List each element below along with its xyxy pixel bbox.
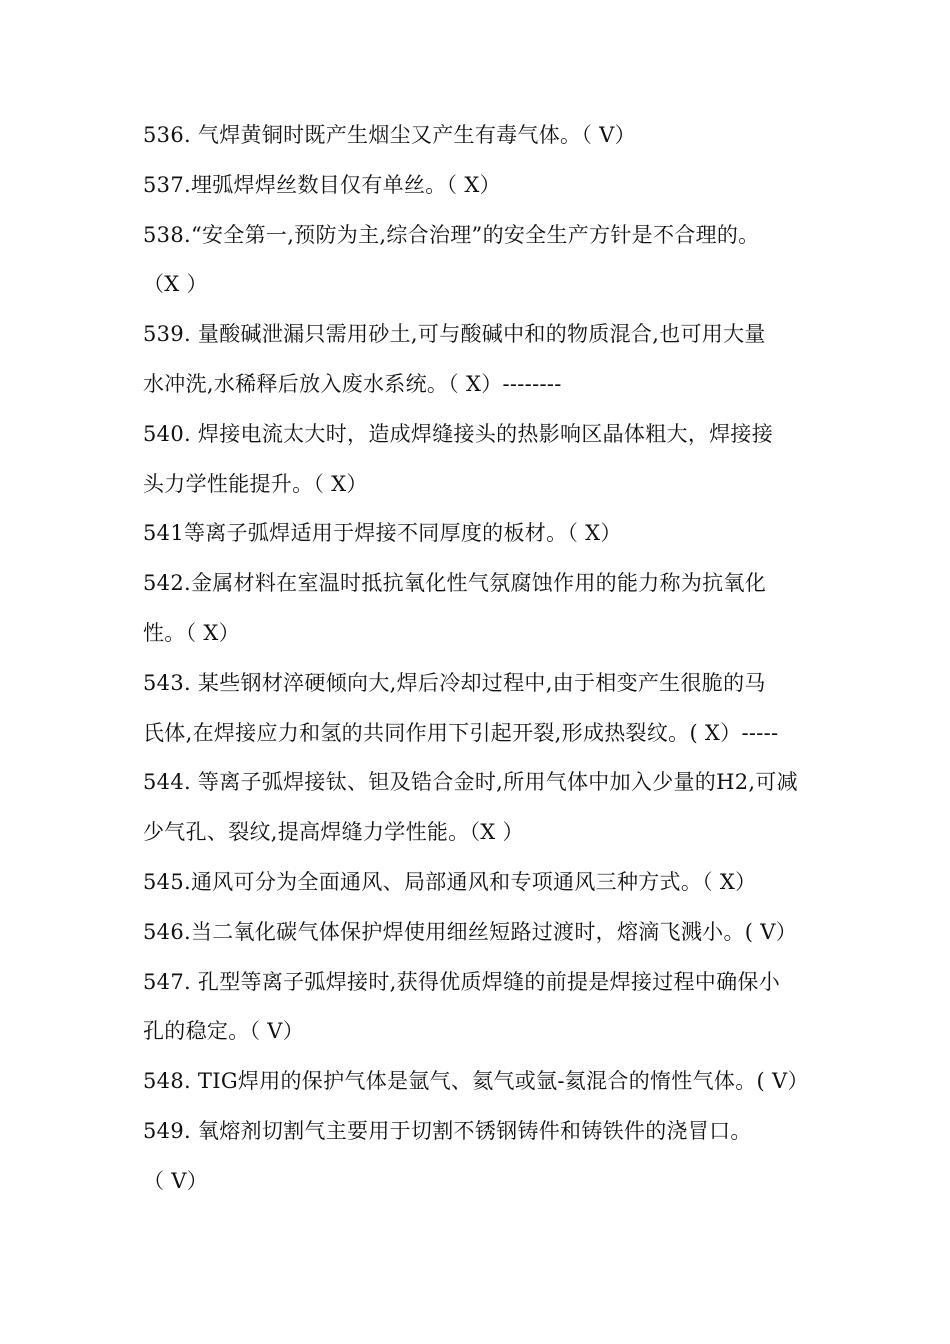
text-line: 水冲洗,水稀释后放入废水系统。（ X）--------: [143, 371, 562, 396]
text-line: 539. 量酸碱泄漏只需用砂土,可与酸碱中和的物质混合,也可用大量: [143, 322, 766, 347]
text-line: 546.当二氧化碳气体保护焊使用细丝短路过渡时，熔滴飞溅小。( V）: [143, 919, 797, 944]
text-line: 537.埋弧焊焊丝数目仅有单丝。（ X）: [143, 172, 501, 197]
question-list: [143, 111, 813, 1207]
text-line: 548. TIG焊用的保护气体是氩气、氦气或氩-氦混合的惰性气体。( V）: [143, 1069, 809, 1094]
text-line: （ V）: [143, 1168, 209, 1193]
text-line: 少气孔、裂纹,提高焊缝力学性能。（X ）: [143, 820, 524, 845]
text-line: 头力学性能提升。（ X）: [143, 471, 368, 496]
text-line: 氏体,在焊接应力和氢的共同作用下引起开裂,形成热裂纹。( X）-----: [143, 720, 779, 745]
text-line: 544. 等离子弧焊接钛、钽及锆合金时,所用气体中加入少量的H2,可减: [143, 770, 798, 795]
text-line: 549. 氧熔剂切割气主要用于切割不锈钢铸件和铸铁件的浇冒口。: [143, 1118, 752, 1143]
text-line: 540. 焊接电流太大时，造成焊缝接头的热影响区晶体粗大，焊接接: [143, 421, 774, 446]
text-line: 孔的稳定。（ V）: [143, 1019, 305, 1044]
text-line: 性。（ X）: [143, 620, 240, 645]
text-line: 542.金属材料在室温时抵抗氧化性气氛腐蚀作用的能力称为抗氧化: [143, 571, 767, 596]
text-line: 547. 孔型等离子弧焊接时,获得优质焊缝的前提是焊接过程中确保小: [143, 969, 781, 994]
text-line: （X ）: [143, 272, 208, 297]
text-line: 538.“安全第一,预防为主,综合治理”的安全生产方针是不合理的。: [143, 222, 760, 247]
text-line: 545.通风可分为全面通风、局部通风和专项通风三种方式。（ X）: [143, 869, 757, 894]
text-line: 536. 气焊黄铜时既产生烟尘又产生有毒气体。（ V）: [143, 123, 636, 147]
text-line: 541等离子弧焊适用于焊接不同厚度的板材。（ X）: [143, 521, 622, 546]
text-line: 543. 某些钢材淬硬倾向大,焊后冷却过程中,由于相变产生很脆的马: [143, 670, 766, 695]
